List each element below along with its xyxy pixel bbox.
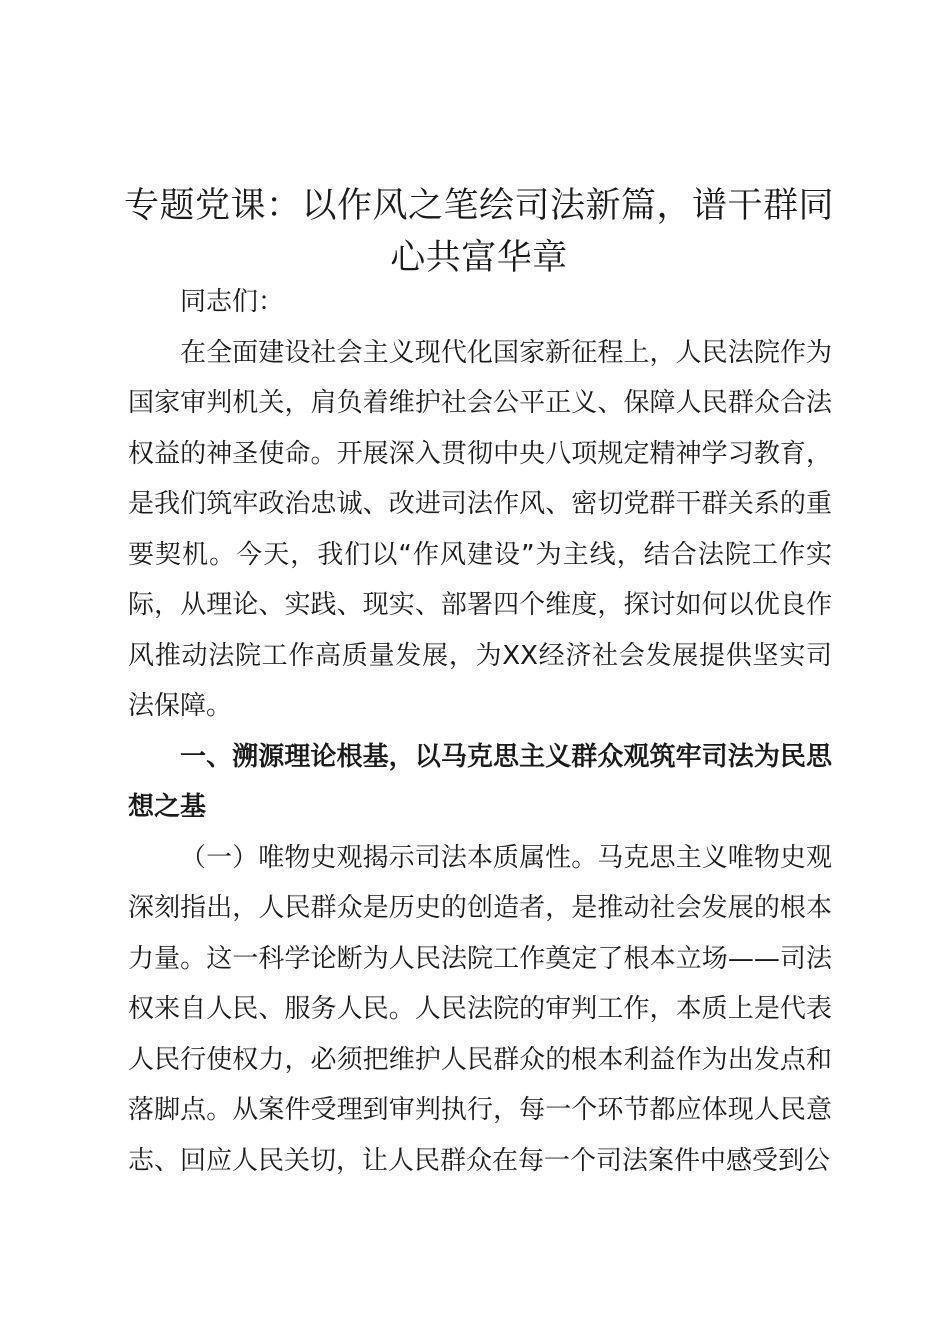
body-paragraph: 在全面建设社会主义现代化国家新征程上，人民法院作为国家审判机关，肩负着维护社会公平正义、保障人民群众合法权益的神圣使命。开展深入贯彻中央八项规定精神学习教育，是我们筑牢政治忠诚、改进司法作风、密切党群干群关系的重要契机。今天，我们以“作风建设”为主线，结合法院工作实际，从理论、实践、现实、部署四个维度，探讨如何以优良作风推动法院工作高质量发展，为XX经济社会发展提供坚实司法保障。	[128, 337, 832, 721]
document-title: 专题党课：以作风之笔绘司法新篇，谱干群同心共富华章	[123, 186, 834, 278]
body-paragraph: （一）唯物史观揭示司法本质属性。马克思主义唯物史观深刻指出，人民群众是历史的创造者，是推动社会发展的根本力量。这一科学论断为人民法院工作奠定了根本立场——司法权来自人民、服务人民。人民法院的审判工作，本质上是代表人民行使权力，必须把维护人民群众的根本利益作为出发点和落脚点。从案件受理到审判执行，每一个环节都应体现人民意志、回应人民关切，让人民群众在每一个司法案件中感受到公	[128, 842, 832, 1176]
section-heading: 一、溯源理论根基，以马克思主义群众观筑牢司法为民思想之基	[128, 741, 832, 822]
salutation: 同志们：	[180, 287, 285, 317]
document-body	[128, 277, 832, 1186]
